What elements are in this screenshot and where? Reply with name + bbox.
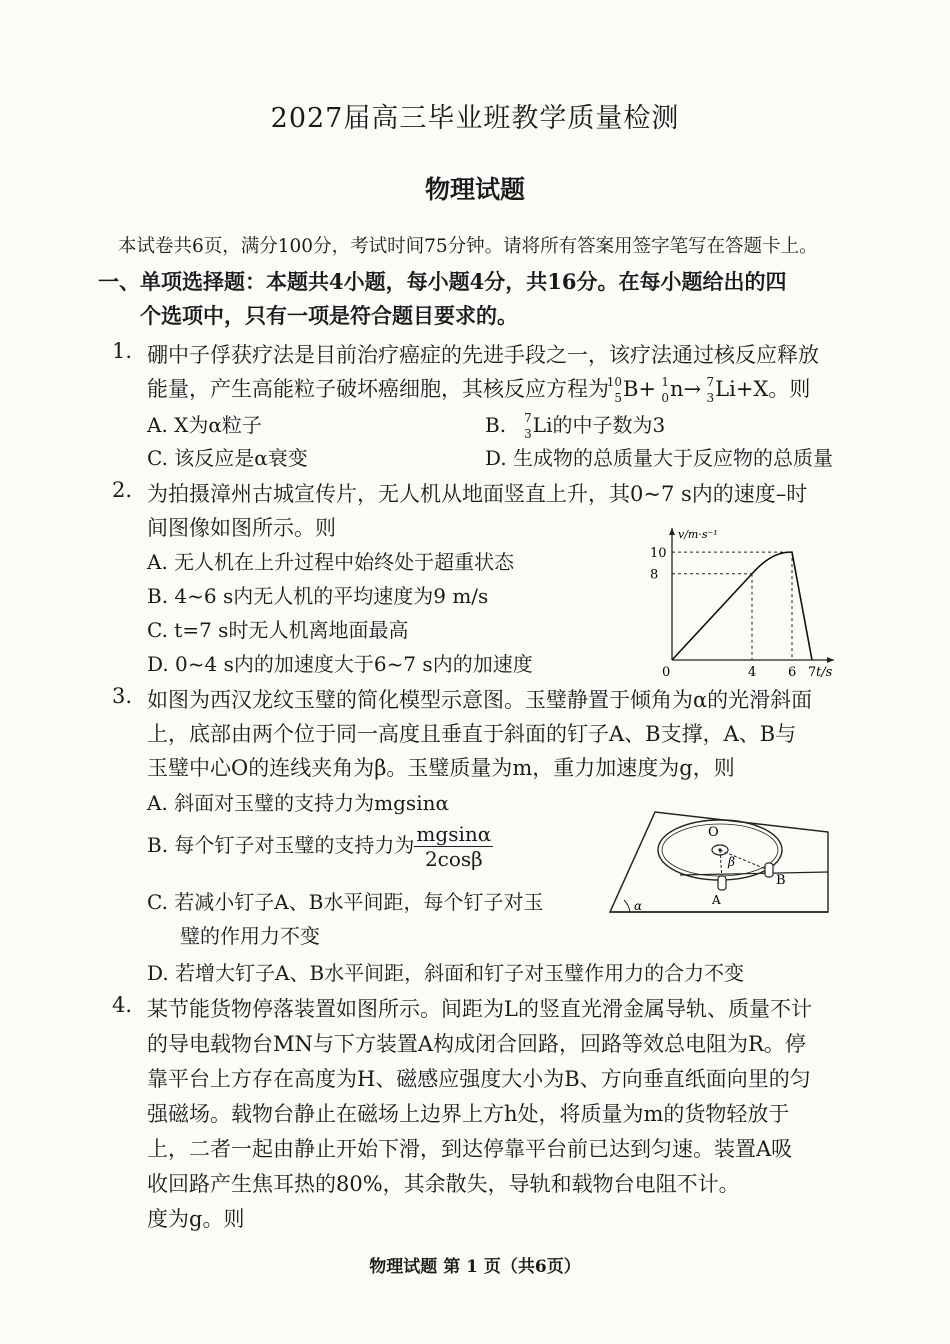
question-2-option-a: A. 无人机在上升过程中始终处于超重状态 [147,550,515,574]
question-2-option-d: D. 0~4 s内的加速度大于6~7 s内的加速度 [147,652,533,676]
question-2-number: 2. [112,478,133,502]
question-3-line1: 如图为西汉龙纹玉璧的简化模型示意图。玉璧静置于倾角为α的光滑斜面 [147,688,813,712]
y-tick-label: 10 [650,546,667,562]
label-beta: β [728,855,735,869]
question-3-line3: 玉璧中心O的连线夹角为β。玉璧质量为m，重力加速度为g，则 [147,756,735,780]
question-4-line6: 收回路产生焦耳热的80%，其余散失，导轨和载物台电阻不计。 [147,1172,740,1196]
question-4-line7: 度为g。则 [147,1207,245,1231]
velocity-series-line [672,552,812,660]
section-heading-line1: 一、单项选择题：本题共4小题，每小题4分，共16分。在每小题给出的四 [98,269,787,294]
question-1-option-c: C. 该反应是α衰变 [147,446,308,470]
question-1-line2-text: 能量，产生高能粒子破坏癌细胞，其核反应方程为 [147,377,609,401]
question-4-line3: 靠平台上方存在高度为H、磁感应强度大小为B、方向垂直纸面向里的匀 [147,1067,811,1091]
question-2-line1: 为拍摄漳州古城宣传片，无人机从地面竖直上升，其0~7 s内的速度–时 [147,482,808,506]
x-tick-label: 6 [788,665,797,680]
question-4-line1: 某节能货物停落装置如图所示。间距为L的竖直光滑金属导轨、质量不计 [147,997,812,1021]
question-1-line2 [147,373,810,403]
question-3-option-b: B. 每个钉子对玉璧的支持力为 $\frac{mgsin\alpha}{2\cos\beta}$ [147,822,492,871]
jade-disc-incline-figure [600,800,840,925]
question-3-option-d: D. 若增大钉子A、B水平间距，斜面和钉子对玉璧作用力的合力不变 [147,961,745,985]
label-o: O [708,825,719,840]
subject-title: 物理试题 [424,175,525,204]
question-3-number: 3. [112,684,133,708]
lithium-nuclide: 7 3 [706,375,715,405]
y-axis-arrow [669,528,675,535]
question-1-option-a: A. X为α粒子 [147,413,262,437]
label-a: A [712,893,721,907]
exam-title: 2027届高三毕业班教学质量检测 [270,103,680,134]
question-3-option-a: A. 斜面对玉璧的支持力为mgsinα [147,791,449,815]
neutron-symbol: n→ [670,377,702,401]
question-4-number: 4. [112,993,133,1017]
question-1-option-b: B. 7 3 Li的中子数为3 [485,411,666,441]
question-4-line5: 上，二者一起由静止开始下滑，到达停靠平台前已达到匀速。装置A吸 [147,1137,793,1161]
label-b: B [776,873,786,888]
y-tick-label: 8 [650,567,659,583]
x-tick-label: 4 [748,665,757,680]
neutron-nuclide: 1 0 [661,375,670,405]
x-axis-label: t/s [816,665,833,680]
question-1-number: 1. [112,339,133,363]
lithium-symbol: Li+X [715,377,769,401]
support-force-fraction: $\frac{mgsin\alpha}{2\cos\beta}$ [416,822,492,871]
page-footer: 物理试题 第 1 页（共6页） [369,1257,581,1277]
question-3-option-c-line1: C. 若减小钉子A、B水平间距，每个钉子对玉 [147,890,544,914]
x-tick-label: 0 [662,665,671,680]
question-1-line2-end: 。则 [768,377,811,401]
exam-instructions: 本试卷共6页，满分100分，考试时间75分钟。请将所有答案用签字笔写在答题卡上。 [118,236,818,257]
question-3-option-c-line2: 璧的作用力不变 [180,924,320,948]
x-tick-label: 7 [808,665,817,680]
label-alpha: α [634,899,643,913]
velocity-time-chart [640,524,840,680]
x-axis-arrow [827,657,834,663]
question-2-option-b: B. 4~6 s内无人机的平均速度为9 m/s [147,584,489,608]
question-3-line2: 上，底部由两个位于同一高度且垂直于斜面的钉子A、B支撑，A、B与 [147,722,797,746]
question-4-line2: 的导电载物台MN与下方装置A构成闭合回路，回路等效总电阻为R。停 [147,1032,806,1056]
y-axis-label: v/m·s⁻¹ [678,528,718,541]
question-1-line1: 硼中子俘获疗法是目前治疗癌症的先进手段之一，该疗法通过核反应释放 [147,343,819,367]
section-heading-line2: 个选项中，只有一项是符合题目要求的。 [140,303,518,328]
boron-symbol: B+ [623,377,657,401]
boron-nuclide: 10 5 [606,375,622,405]
question-1-option-d: D. 生成物的总质量大于反应物的总质量 [485,446,834,470]
question-2-line2: 间图像如图所示。则 [147,516,336,540]
question-2-option-c: C. t=7 s时无人机离地面最高 [147,618,409,642]
question-4-line4: 强磁场。载物台静止在磁场上边界上方h处，将质量为m的货物轻放于 [147,1102,790,1126]
